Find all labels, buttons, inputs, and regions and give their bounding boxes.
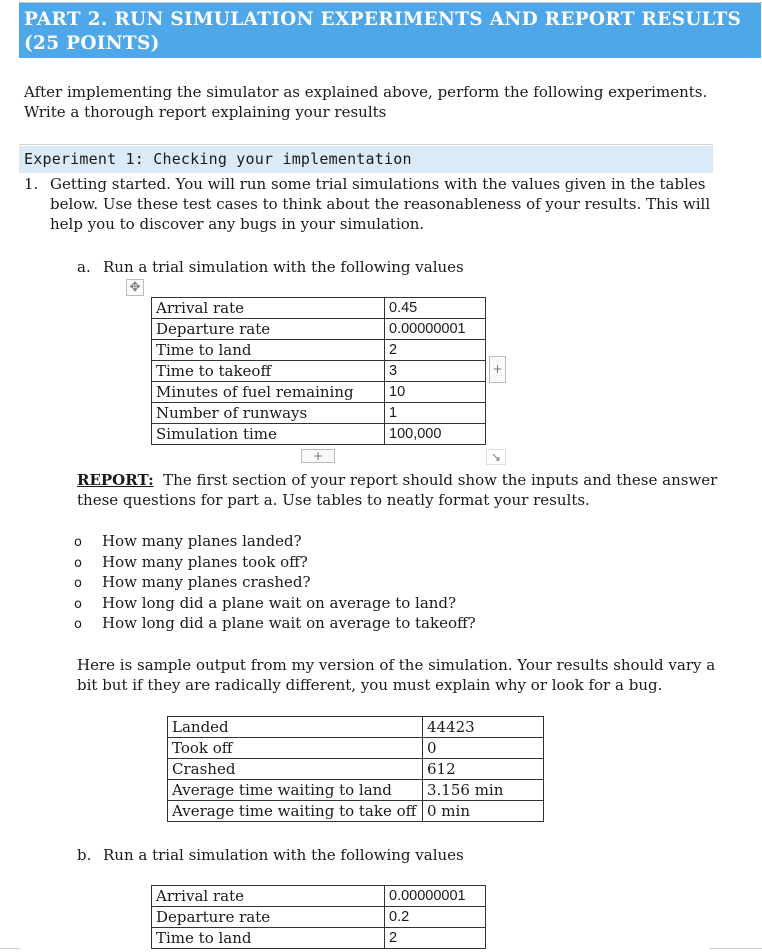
bullet-icon: o: [74, 535, 82, 550]
table-label-cell[interactable]: Departure rate: [152, 907, 385, 928]
report-line1: [77, 470, 717, 490]
item1-line1: Getting started. You will run some trial simulations with the values given in the tables: [50, 175, 706, 193]
table-value-cell[interactable]: 2: [385, 928, 486, 949]
resize-handle-icon[interactable]: ↘: [486, 449, 506, 465]
question-text: How many planes took off?: [102, 552, 308, 571]
list-item: [74, 552, 308, 574]
item1-line2: below. Use these test cases to think about the reasonableness of your results. This will: [50, 195, 711, 213]
table-value-cell[interactable]: 10: [385, 382, 486, 403]
page-corner-right: [710, 948, 762, 949]
table-value-cell[interactable]: 3: [385, 361, 486, 382]
part-heading-line2: (25 POINTS): [24, 33, 160, 54]
list-item: [74, 593, 456, 615]
sample-line2: bit but if they are radically different, you must explain why or look for a bug.: [77, 676, 663, 694]
table-label-cell[interactable]: Arrival rate: [152, 886, 385, 907]
intro-paragraph: [24, 82, 707, 122]
table-row: [152, 403, 486, 424]
table-label-cell[interactable]: Arrival rate: [152, 298, 385, 319]
page-corner-left: [0, 948, 20, 949]
table-row: [152, 424, 486, 445]
report-label: REPORT:: [77, 471, 154, 489]
table-label-cell[interactable]: Took off: [168, 738, 423, 759]
table-row: [152, 298, 486, 319]
table-label-cell[interactable]: Time to land: [152, 340, 385, 361]
list-item: [74, 613, 476, 635]
table-label-cell[interactable]: Time to land: [152, 928, 385, 949]
table-value-cell[interactable]: 0.2: [385, 907, 486, 928]
intro-line2: Write a thorough report explaining your results: [24, 103, 387, 121]
question-text: How many planes landed?: [102, 532, 302, 550]
question-text: How long did a plane wait on average to land?: [102, 593, 457, 612]
table-row: [168, 759, 544, 780]
table-value-cell[interactable]: 3.156 min: [423, 780, 544, 801]
sample-output-table: [167, 716, 544, 822]
sample-line1: Here is sample output from my version of the simulation. Your results should vary a: [77, 656, 716, 674]
table-label-cell[interactable]: Average time waiting to take off: [168, 801, 423, 822]
add-row-button[interactable]: +: [301, 449, 335, 463]
inputs-table-b: [151, 885, 486, 949]
question-text: How long did a plane wait on average to takeoff?: [102, 614, 476, 632]
table-row: [152, 382, 486, 403]
table-row: [152, 928, 486, 949]
section-divider: [19, 144, 713, 145]
table-row: [152, 319, 486, 340]
table-value-cell[interactable]: 2: [385, 340, 486, 361]
list-item: [74, 531, 302, 553]
experiment-heading: Experiment 1: Checking your implementation: [19, 146, 713, 173]
bullet-icon: o: [74, 617, 82, 632]
table-value-cell[interactable]: 44423: [423, 717, 544, 738]
report-line2: these questions for part a. Use tables to neatly format your results.: [77, 491, 590, 509]
table-move-icon[interactable]: ✥: [126, 279, 144, 296]
inputs-table-a: [151, 297, 486, 445]
part-a-text: Run a trial simulation with the following values: [103, 258, 464, 276]
bullet-icon: o: [74, 596, 82, 612]
bullet-icon: o: [74, 576, 82, 591]
table-value-cell[interactable]: 0.00000001: [385, 319, 486, 340]
table-label-cell[interactable]: Average time waiting to land: [168, 780, 423, 801]
table-label-cell[interactable]: Landed: [168, 717, 423, 738]
add-column-button[interactable]: +: [489, 356, 506, 383]
table-row: [152, 886, 486, 907]
sample-paragraph: [77, 655, 715, 695]
table-row: [152, 361, 486, 382]
item1-line3: help you to discover any bugs in your simulation.: [50, 215, 425, 233]
table-value-cell[interactable]: 100,000: [385, 424, 486, 445]
table-label-cell[interactable]: Crashed: [168, 759, 423, 780]
bullet-icon: o: [74, 555, 82, 571]
part-b-text: Run a trial simulation with the following values: [103, 846, 464, 864]
table-value-cell[interactable]: 0.45: [385, 298, 486, 319]
table-label-cell[interactable]: Time to takeoff: [152, 361, 385, 382]
table-row: [152, 340, 486, 361]
part-heading: [19, 3, 761, 58]
table-row: [168, 801, 544, 822]
report-line1-text: The first section of your report should show the inputs and these answer: [153, 471, 718, 489]
table-value-cell[interactable]: 612: [423, 759, 544, 780]
table-value-cell[interactable]: 0 min: [423, 801, 544, 822]
table-row: [168, 780, 544, 801]
table-label-cell[interactable]: Departure rate: [152, 319, 385, 340]
table-value-cell[interactable]: 1: [385, 403, 486, 424]
list-item: [74, 572, 311, 594]
part-heading-line1: PART 2. RUN SIMULATION EXPERIMENTS AND REPORT RESULTS: [24, 9, 742, 30]
report-paragraph: [77, 470, 717, 510]
table-row: [152, 907, 486, 928]
table-row: [168, 738, 544, 759]
part-a-label: a.: [77, 258, 91, 276]
intro-line1: After implementing the simulator as explained above, perform the following experiments.: [24, 83, 708, 101]
table-label-cell[interactable]: Number of runways: [152, 403, 385, 424]
table-label-cell[interactable]: Simulation time: [152, 424, 385, 445]
item1-paragraph: [50, 174, 710, 234]
table-value-cell[interactable]: 0: [423, 738, 544, 759]
item-number: 1.: [24, 175, 39, 193]
table-label-cell[interactable]: Minutes of fuel remaining: [152, 382, 385, 403]
part-b-label: b.: [77, 846, 92, 864]
table-row: [168, 717, 544, 738]
question-text: How many planes crashed?: [102, 573, 311, 591]
table-value-cell[interactable]: 0.00000001: [385, 886, 486, 907]
